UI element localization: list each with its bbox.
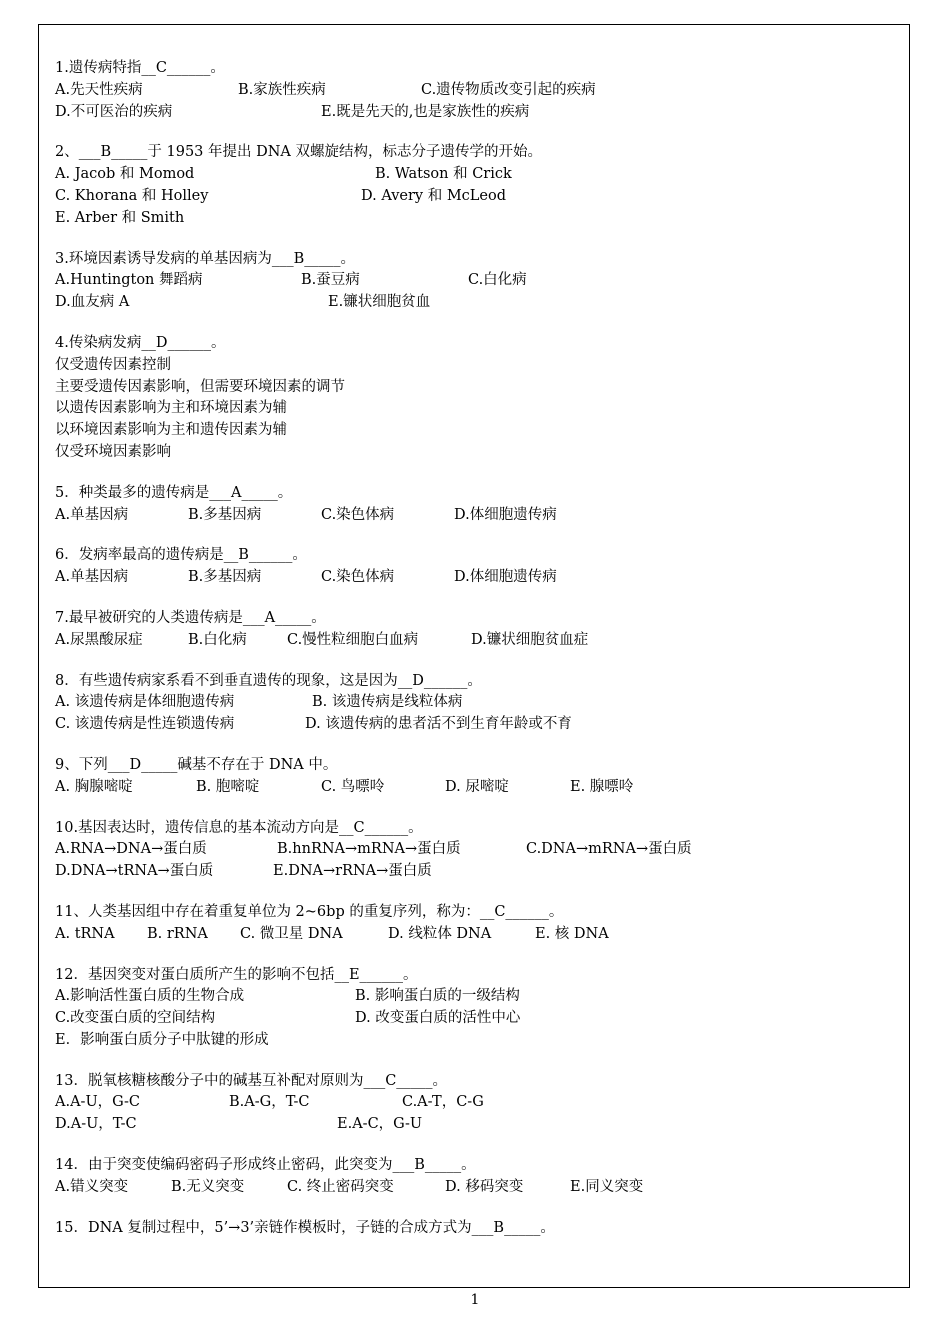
option-row xyxy=(55,714,895,736)
option-text: D. 尿嘧啶 xyxy=(445,778,509,795)
option-text: E. 核 DNA xyxy=(535,925,609,942)
option-row xyxy=(55,1177,895,1199)
option-row xyxy=(55,80,895,102)
option-text: D. 改变蛋白质的活性中心 xyxy=(355,1010,521,1027)
option-text: B.多基因病 xyxy=(188,569,262,586)
question-stem xyxy=(55,965,895,987)
option-text: E.镰状细胞贫血 xyxy=(328,294,431,311)
question-stem xyxy=(55,483,895,505)
option-text: A. Jacob 和 Momod xyxy=(55,166,195,183)
option-text: E．影响蛋白质分子中肽键的形成 xyxy=(55,1031,269,1048)
option-text: E.既是先天的,也是家族性的疾病 xyxy=(321,103,530,120)
option-text: B. Watson 和 Crick xyxy=(375,166,512,183)
question-text: 8．有些遗传病家系看不到垂直遗传的现象，这是因为__D______。 xyxy=(55,672,482,689)
option-text: C. 终止密码突变 xyxy=(287,1178,394,1195)
option-row xyxy=(55,1008,895,1030)
option-row xyxy=(55,292,895,314)
question-5 xyxy=(55,483,895,527)
option-row xyxy=(55,505,895,527)
question-11 xyxy=(55,902,895,946)
option-text: D.不可医治的疾病 xyxy=(55,103,173,120)
question-text: 14．由于突变使编码密码子形成终止密码，此突变为___B_____。 xyxy=(55,1157,476,1174)
option-text: D. 线粒体 DNA xyxy=(388,925,492,942)
option-text: D. Avery 和 McLeod xyxy=(361,187,507,204)
option-text: A.先天性疾病 xyxy=(55,81,143,98)
question-text: 11、人类基因组中存在着重复单位为 2~6bp 的重复序列，称为：__C______。 xyxy=(55,903,564,920)
page-number: 1 xyxy=(470,1292,480,1308)
option-row xyxy=(55,164,895,186)
option-text: B.家族性疾病 xyxy=(238,81,326,98)
option-row xyxy=(55,398,895,420)
option-row xyxy=(55,692,895,714)
question-list xyxy=(55,58,895,1258)
option-row xyxy=(55,442,895,464)
option-text: D.体细胞遗传病 xyxy=(454,506,557,523)
option-text: C.染色体病 xyxy=(321,569,395,586)
option-text: 以环境因素影响为主和遗传因素为辅 xyxy=(55,422,287,439)
question-8 xyxy=(55,671,895,736)
question-3 xyxy=(55,249,895,314)
question-text: 3.环境因素诱导发病的单基因病为___B_____。 xyxy=(55,250,355,267)
option-text: B.无义突变 xyxy=(171,1178,245,1195)
question-15 xyxy=(55,1218,895,1240)
option-text: D. 该遗传病的患者活不到生育年龄或不育 xyxy=(305,716,572,733)
question-text: 6．发病率最高的遗传病是__B______。 xyxy=(55,547,307,564)
option-text: B.hnRNA→mRNA→蛋白质 xyxy=(277,841,461,858)
option-text: E.A-C，G-U xyxy=(337,1116,423,1133)
option-text: C.染色体病 xyxy=(321,506,395,523)
question-stem xyxy=(55,58,895,80)
option-text: B. rRNA xyxy=(147,925,208,942)
question-stem xyxy=(55,1218,895,1240)
option-text: D.DNA→tRNA→蛋白质 xyxy=(55,863,214,880)
question-stem xyxy=(55,1071,895,1093)
question-text: 7.最早被研究的人类遗传病是___A_____。 xyxy=(55,609,326,626)
question-13 xyxy=(55,1071,895,1136)
option-text: A.单基因病 xyxy=(55,506,129,523)
option-row xyxy=(55,986,895,1008)
option-text: B.A-G，T-C xyxy=(229,1094,310,1111)
option-text: B. 该遗传病是线粒体病 xyxy=(312,694,463,711)
question-stem xyxy=(55,671,895,693)
option-text: D.血友病 A xyxy=(55,294,130,311)
question-stem xyxy=(55,249,895,271)
option-text: A. tRNA xyxy=(55,925,115,942)
option-text: A.Huntington 舞蹈病 xyxy=(55,272,203,289)
question-text: 5．种类最多的遗传病是___A_____。 xyxy=(55,484,293,501)
option-row xyxy=(55,270,895,292)
option-row xyxy=(55,208,895,230)
option-row xyxy=(55,1030,895,1052)
option-text: C.DNA→mRNA→蛋白质 xyxy=(526,841,692,858)
option-text: A.RNA→DNA→蛋白质 xyxy=(55,841,207,858)
option-text: B. 影响蛋白质的一级结构 xyxy=(355,988,520,1005)
option-text: A.尿黑酸尿症 xyxy=(55,631,143,648)
option-text: 主要受遗传因素影响，但需要环境因素的调节 xyxy=(55,378,345,395)
option-text: C.遗传物质改变引起的疾病 xyxy=(421,81,596,98)
question-text: 15．DNA 复制过程中，5’→3’亲链作模板时，子链的合成方式为___B_____。 xyxy=(55,1219,555,1236)
option-row xyxy=(55,861,895,883)
option-row xyxy=(55,1114,895,1136)
option-text: 仅受遗传因素控制 xyxy=(55,356,171,373)
option-text: C. 鸟嘌呤 xyxy=(321,778,385,795)
option-text: A.影响活性蛋白质的生物合成 xyxy=(55,988,245,1005)
question-stem xyxy=(55,545,895,567)
option-text: C.白化病 xyxy=(468,272,527,289)
option-row xyxy=(55,377,895,399)
option-row xyxy=(55,777,895,799)
option-text: D.体细胞遗传病 xyxy=(454,569,557,586)
option-text: D.镰状细胞贫血症 xyxy=(471,631,589,648)
question-stem xyxy=(55,608,895,630)
option-text: C.改变蛋白质的空间结构 xyxy=(55,1010,216,1027)
option-text: A.错义突变 xyxy=(55,1178,129,1195)
question-4 xyxy=(55,333,895,464)
option-text: A. 胸腺嘧啶 xyxy=(55,778,133,795)
option-row xyxy=(55,1092,895,1114)
question-stem xyxy=(55,818,895,840)
question-text: 12．基因突变对蛋白质所产生的影响不包括__E______。 xyxy=(55,966,418,983)
option-text: E.DNA→rRNA→蛋白质 xyxy=(273,863,432,880)
option-text: C. Khorana 和 Holley xyxy=(55,187,209,204)
option-text: B. 胞嘧啶 xyxy=(196,778,260,795)
question-stem xyxy=(55,142,895,164)
question-text: 1.遗传病特指__C______。 xyxy=(55,60,225,76)
option-text: B.多基因病 xyxy=(188,506,262,523)
option-text: 以遗传因素影响为主和环境因素为辅 xyxy=(55,400,287,417)
option-text: E.同义突变 xyxy=(570,1178,644,1195)
question-stem xyxy=(55,902,895,924)
question-7 xyxy=(55,608,895,652)
option-text: A. 该遗传病是体细胞遗传病 xyxy=(55,694,235,711)
option-text: A.单基因病 xyxy=(55,569,129,586)
option-row xyxy=(55,355,895,377)
option-row xyxy=(55,630,895,652)
question-1 xyxy=(55,58,895,123)
option-row xyxy=(55,839,895,861)
question-text: 13．脱氧核糖核酸分子中的碱基互补配对原则为___C_____。 xyxy=(55,1072,448,1089)
question-2 xyxy=(55,142,895,229)
question-6 xyxy=(55,545,895,589)
question-9 xyxy=(55,755,895,799)
question-text: 10.基因表达时，遗传信息的基本流动方向是__C______。 xyxy=(55,819,423,836)
option-row xyxy=(55,420,895,442)
option-text: B.蚕豆病 xyxy=(301,272,360,289)
option-text: D. 移码突变 xyxy=(445,1178,524,1195)
option-text: C. 微卫星 DNA xyxy=(240,925,343,942)
option-text: A.A-U，G-C xyxy=(55,1094,141,1111)
option-text: D.A-U，T-C xyxy=(55,1116,137,1133)
option-row xyxy=(55,924,895,946)
question-12 xyxy=(55,965,895,1052)
option-row xyxy=(55,567,895,589)
option-row xyxy=(55,186,895,208)
option-text: E. 腺嘌呤 xyxy=(570,778,634,795)
option-text: B.白化病 xyxy=(188,631,247,648)
question-text: 2、___B_____于 1953 年提出 DNA 双螺旋结构，标志分子遗传学的开始。 xyxy=(55,144,543,161)
option-text: C.慢性粒细胞白血病 xyxy=(287,631,419,648)
question-text: 9、下列___D_____碱基不存在于 DNA 中。 xyxy=(55,756,338,773)
option-text: C.A-T，C-G xyxy=(402,1094,484,1111)
option-text: E. Arber 和 Smith xyxy=(55,209,185,226)
question-10 xyxy=(55,818,895,883)
question-text: 4.传染病发病__D______。 xyxy=(55,334,226,351)
question-stem xyxy=(55,333,895,355)
question-stem xyxy=(55,1155,895,1177)
option-row xyxy=(55,102,895,124)
option-text: 仅受环境因素影响 xyxy=(55,443,171,460)
question-stem xyxy=(55,755,895,777)
option-text: C. 该遗传病是性连锁遗传病 xyxy=(55,716,235,733)
question-14 xyxy=(55,1155,895,1199)
